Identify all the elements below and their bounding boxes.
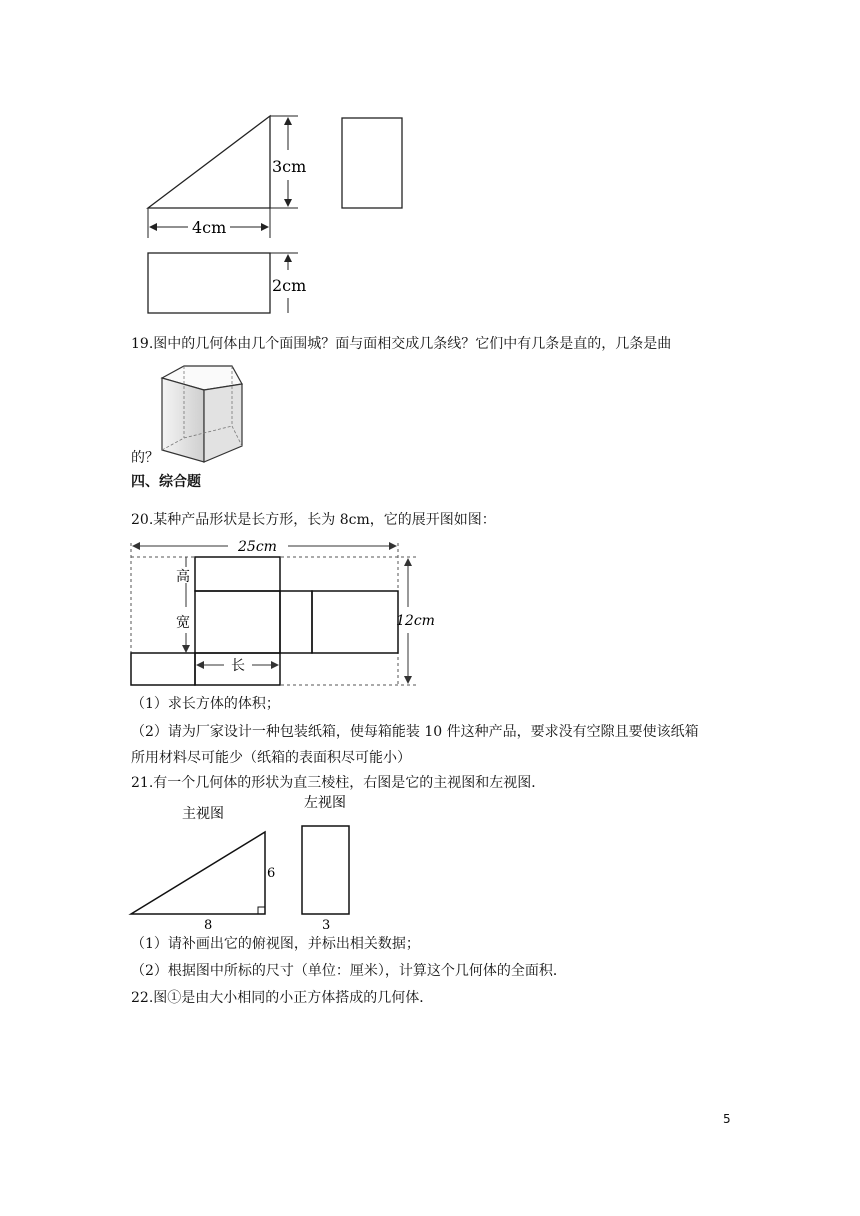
q21-text: 21.有一个几何体的形状为直三棱柱，右图是它的主视图和左视图． <box>131 775 546 791</box>
front-view-triangle <box>148 116 270 208</box>
arrow-left-icon <box>196 661 204 669</box>
q19-text-cont: 的？ <box>131 450 159 466</box>
side-view-rect <box>342 118 402 208</box>
net-top-face <box>195 557 280 591</box>
depth-label: 3 <box>322 918 331 933</box>
q19-text: 19.图中的几何体由几个面围城？面与面相交成几条线？它们中有几条是直的，几条是曲 <box>131 336 672 352</box>
q19-prism-figure <box>158 362 248 464</box>
q18-three-view-figure <box>130 108 430 323</box>
arrow-right-icon <box>261 223 269 231</box>
arrow-up-icon <box>284 117 292 125</box>
front-view-title: 主视图 <box>182 806 224 822</box>
q20-text: 20.某种产品形状是长方形，长为 8cm，它的展开图如图： <box>131 512 496 528</box>
right-angle-mark <box>258 907 265 914</box>
arrow-left-icon <box>132 542 140 550</box>
label-height: 高 <box>176 569 190 585</box>
net-back-face <box>312 591 398 653</box>
page-number: 5 <box>723 1112 731 1126</box>
left-view-title: 左视图 <box>304 795 346 811</box>
q18-three-view-svg <box>130 108 430 323</box>
q21-sub1: （1）请补画出它的俯视图，并标出相关数据； <box>131 936 420 952</box>
prism-side-face <box>204 384 242 462</box>
q20-sub2-line1: （2）请为厂家设计一种包装纸箱，使每箱能装 10 件这种产品，要求没有空隙且要使该纸箱 <box>131 724 699 740</box>
dim-length-label: 4cm <box>192 218 227 237</box>
section-title: 四、综合题 <box>131 474 201 490</box>
q21-views-svg <box>128 793 368 933</box>
dim-height-label: 3cm <box>272 157 307 176</box>
q21-views-figure <box>128 793 368 933</box>
dim-width-label: 2cm <box>272 276 307 295</box>
q20-sub2-line2: 所用材料尽可能少（纸箱的表面积尽可能小） <box>131 750 411 766</box>
q20-net-figure <box>128 535 438 690</box>
top-view-rect <box>148 253 270 313</box>
arrow-left-icon <box>149 223 157 231</box>
label-width: 宽 <box>176 615 190 631</box>
arrow-down-icon <box>404 676 412 684</box>
arrow-down-icon <box>182 645 190 653</box>
arrow-up-icon <box>284 254 292 262</box>
net-front-face <box>195 591 280 653</box>
arrow-down-icon <box>284 199 292 207</box>
arrow-right-icon <box>271 661 279 669</box>
left-view-rect <box>302 826 349 914</box>
net-side-face <box>280 591 312 653</box>
arrow-right-icon <box>389 542 397 550</box>
net-left-face <box>131 653 195 685</box>
label-length: 长 <box>231 658 245 674</box>
pentagonal-prism-svg <box>158 362 248 464</box>
height-label: 6 <box>267 866 276 881</box>
base-label: 8 <box>204 918 213 933</box>
q22-text: 22.图①是由大小相同的小正方体搭成的几何体． <box>131 990 434 1006</box>
q21-sub2: （2）根据图中所标的尺寸（单位：厘米），计算这个几何体的全面积． <box>131 963 567 979</box>
q20-sub1: （1）求长方体的体积； <box>131 696 280 712</box>
box-net-svg <box>128 535 438 690</box>
total-height-label: 12cm <box>396 613 435 629</box>
prism-front-face <box>162 378 204 462</box>
front-view-triangle <box>131 832 265 914</box>
arrow-up-icon <box>404 558 412 566</box>
total-length-label: 25cm <box>238 539 277 555</box>
